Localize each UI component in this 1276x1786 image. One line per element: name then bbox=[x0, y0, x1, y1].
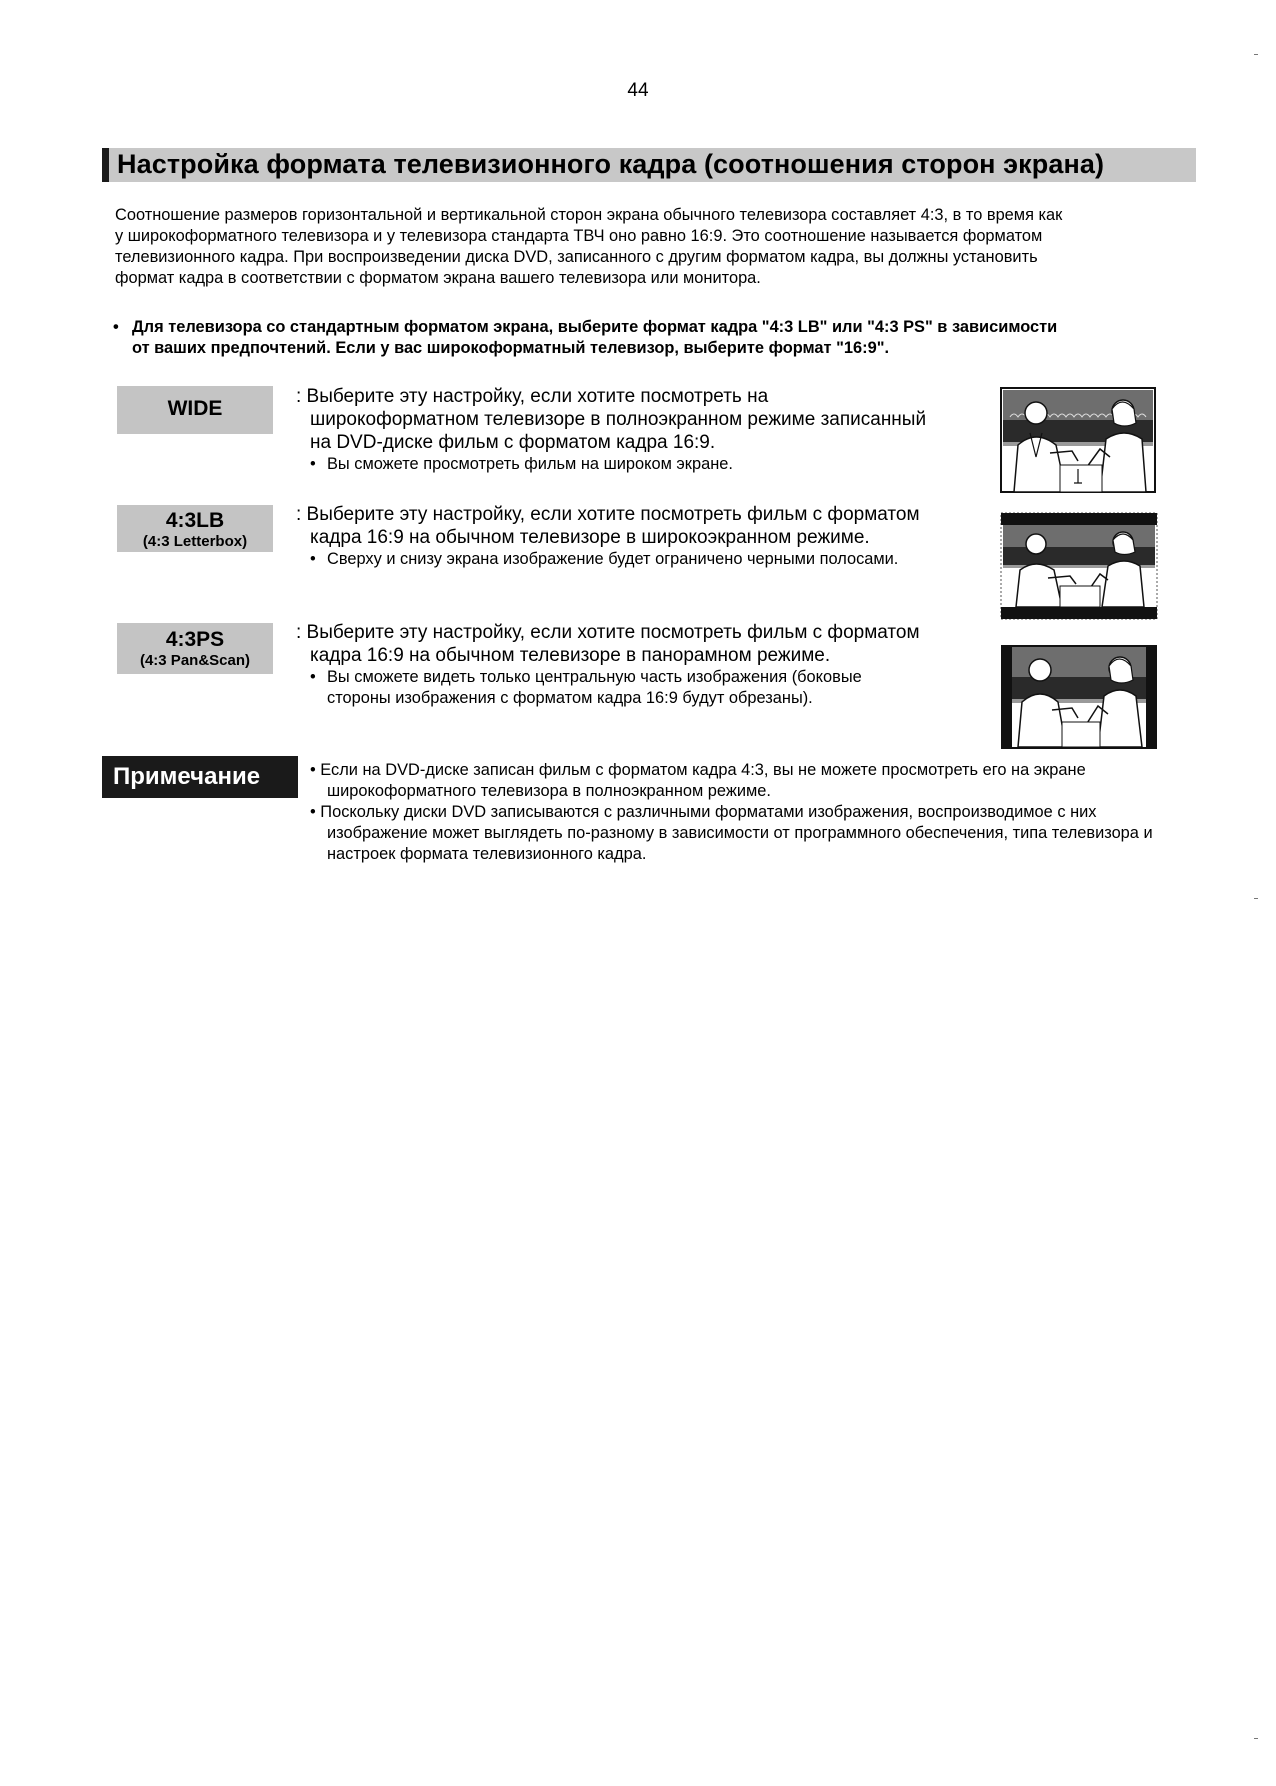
letterbox-illustration bbox=[1000, 512, 1158, 620]
desc-note: • Сверху и снизу экрана изображение будет ограничено черными полосами. bbox=[310, 550, 899, 568]
recommendation-line: от ваших предпочтений. Если у вас широкоформатный телевизор, выберите формат "16:9". bbox=[132, 339, 890, 357]
bullet-icon: • bbox=[113, 318, 119, 336]
intro-line: телевизионного кадра. При воспроизведении диска DVD, записанного с другим форматом кадра, вы должны установить bbox=[115, 248, 1038, 266]
mode-name: 4:3PS bbox=[165, 628, 225, 651]
margin-tick bbox=[1254, 1738, 1258, 1739]
desc-note-text: Вы сможете видеть только центральную часть изображения (боковые bbox=[327, 668, 862, 686]
note-item: • Поскольку диски DVD записываются с различными форматами изображения, воспроизводимое с них изображение может выглядеть по-разному в зависимости от программного обеспечения, типа телевизора и настроек формата телевизионного кадра. bbox=[310, 803, 1153, 863]
desc-note bbox=[296, 688, 976, 709]
page-title: Настройка формата телевизионного кадра (соотношения сторон экрана) bbox=[117, 149, 1105, 179]
panscan-illustration bbox=[1000, 644, 1158, 750]
desc-note-text: Сверху и снизу экрана изображение будет ограничено черными полосами. bbox=[327, 550, 899, 568]
desc-line: : Выберите эту настройку, если хотите посмотреть фильм с форматом bbox=[296, 504, 920, 525]
recommendation bbox=[113, 317, 1183, 359]
mode-name: WIDE bbox=[167, 397, 223, 420]
margin-tick bbox=[1254, 898, 1258, 899]
mode-sublabel: (4:3 Letterbox) bbox=[142, 533, 248, 550]
mode-label-panscan bbox=[117, 623, 273, 674]
margin-tick bbox=[1254, 54, 1258, 55]
desc-line: кадра 16:9 на обычном телевизоре в панорамном режиме. bbox=[310, 645, 831, 666]
intro-line: формат кадра в соответствии с форматом экрана вашего телевизора или монитора. bbox=[115, 269, 761, 287]
note-list bbox=[310, 760, 1180, 865]
recommendation-line: Для телевизора со стандартным форматом экрана, выберите формат кадра "4:3 LB" или "4:3 PS" в зависимости bbox=[132, 318, 1058, 336]
note-label: Примечание bbox=[102, 756, 298, 798]
page-number: 44 bbox=[627, 80, 649, 101]
desc-note-text: стороны изображения с форматом кадра 16:9 будут обрезаны). bbox=[327, 689, 813, 707]
desc-line: кадра 16:9 на обычном телевизоре в широкоэкранном режиме. bbox=[310, 527, 870, 548]
mode-description-letterbox bbox=[296, 503, 976, 570]
mode-description-panscan bbox=[296, 621, 976, 709]
mode-label-letterbox bbox=[117, 505, 273, 552]
intro-line: у широкоформатного телевизора и у телевизора стандарта ТВЧ оно равно 16:9. Это соотношение называется форматом bbox=[115, 227, 1043, 245]
desc-line: : Выберите эту настройку, если хотите посмотреть на bbox=[296, 386, 769, 407]
desc-line: на DVD-диске фильм с форматом кадра 16:9. bbox=[310, 432, 716, 453]
mode-name: 4:3LB bbox=[165, 509, 225, 532]
desc-note-text: Вы сможете просмотреть фильм на широком экране. bbox=[327, 455, 733, 473]
desc-line: : Выберите эту настройку, если хотите посмотреть фильм с форматом bbox=[296, 622, 920, 643]
intro-paragraph bbox=[115, 205, 1175, 289]
section-title-bar bbox=[102, 148, 1196, 182]
desc-line: широкоформатном телевизоре в полноэкранном режиме записанный bbox=[310, 409, 927, 430]
mode-description-wide bbox=[296, 385, 976, 475]
mode-label-wide bbox=[117, 386, 273, 434]
mode-sublabel: (4:3 Pan&Scan) bbox=[139, 652, 251, 669]
intro-line: Соотношение размеров горизонтальной и вертикальной сторон экрана обычного телевизора составляет 4:3, в то время как bbox=[115, 206, 1063, 224]
note-item: • Если на DVD-диске записан фильм с форматом кадра 4:3, вы не можете просмотреть его на экране широкоформатного телевизора в полноэкранном режиме. bbox=[310, 761, 1086, 800]
desc-note: • Вы сможете просмотреть фильм на широком экране. bbox=[310, 455, 733, 473]
desc-note: • Вы сможете видеть только центральную часть изображения (боковые bbox=[310, 668, 862, 686]
wide-screen-illustration bbox=[1000, 387, 1156, 493]
